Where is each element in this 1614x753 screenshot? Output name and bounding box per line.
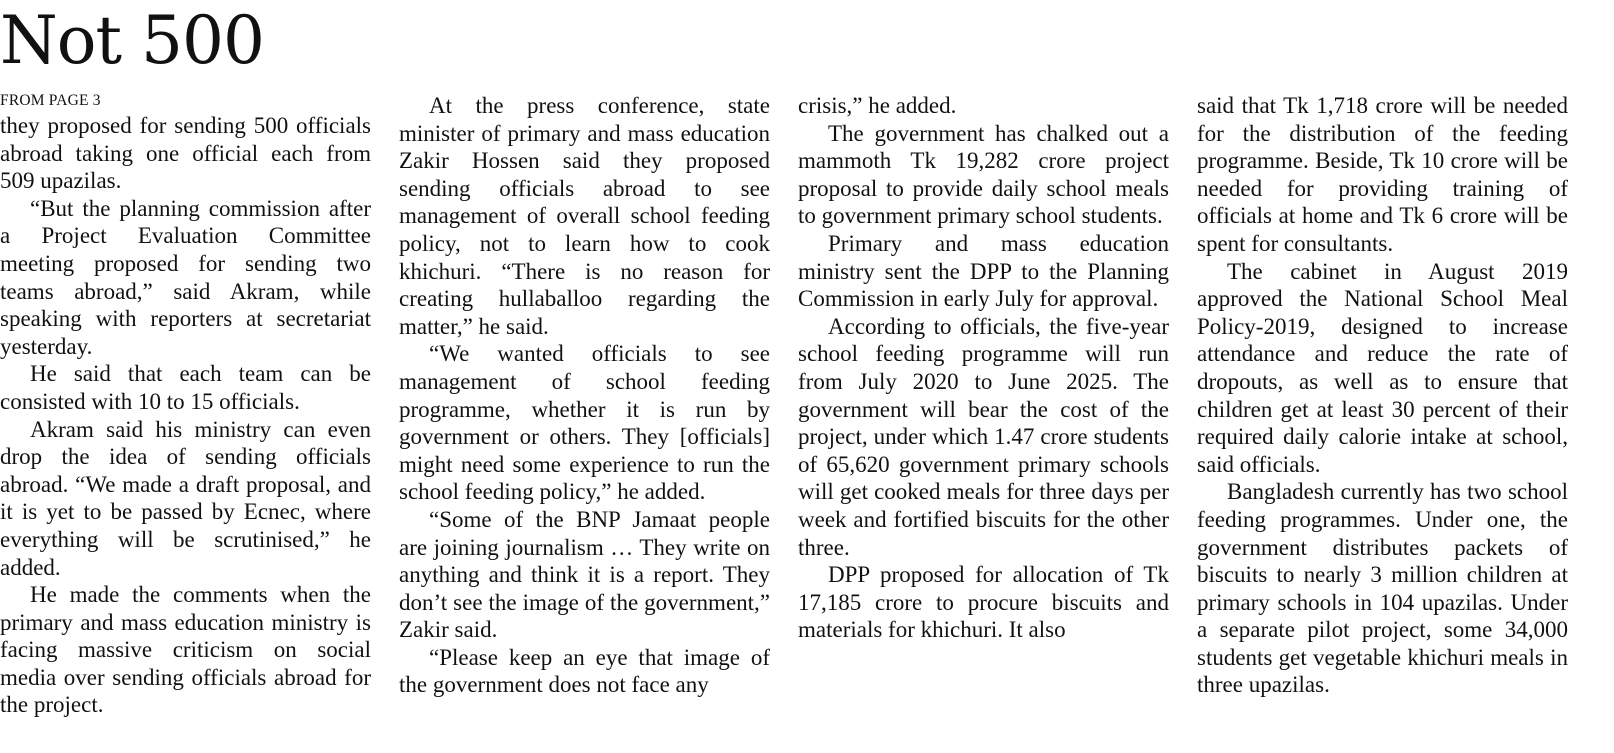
article-paragraph: Bangladesh currently has two school feeding programmes. Under one, the government distributes packets of biscuits to nearly 3 million children at primary schools in 104 upazilas. Under a separate pilot project, some 34,000 students get vegetable khichuri meals in three upazilas. [1197, 479, 1568, 698]
article-paragraph: DPP proposed for allocation of Tk 17,185 crore to procure biscuits and materials for khichuri. It also [798, 562, 1169, 643]
article-paragraph: Primary and mass education ministry sent the DPP to the Planning Commission in early July for approval. [798, 230, 1169, 312]
article-headline: Not 500 [0, 2, 264, 79]
article-paragraph: crisis,” he added. [798, 93, 957, 118]
article-paragraph: “Some of the BNP Jamaat people are joining journalism … They write on anything and think it is a report. They don’t see the image of the government,” Zakir said. [399, 506, 770, 643]
article-column-2 [399, 92, 770, 699]
article-paragraph: they proposed for sending 500 officials abroad taking one official each from 509 upazilas. [0, 113, 371, 194]
article-paragraph: The cabinet in August 2019 approved the National School Meal Policy-2019, designed to increase attendance and reduce the rate of dropouts, as well as to ensure that children get at least 30 percent of their required daily calorie intake at school, said officials. [1197, 258, 1568, 477]
article-paragraph: “We wanted officials to see management of school feeding programme, whether it is run by government or others. They [officials] might need some experience to run the school feeding policy,” he added. [399, 341, 770, 505]
article-paragraph: He made the comments when the primary and mass education ministry is facing massive criticism on social media over sending officials abroad for the project. [0, 582, 371, 718]
article-column-1 [0, 92, 371, 719]
article-paragraph: According to officials, the five-year school feeding programme will run from July 2020 to June 2025. The government will bear the cost of the project, under which 1.47 crore students of 65,620 government primary schools will get cooked meals for three days per week and fortified biscuits for the other three. [798, 313, 1169, 560]
article-column-4 [1197, 92, 1568, 699]
article-column-3 [798, 92, 1169, 644]
article-paragraph: said that Tk 1,718 crore will be needed for the distribution of the feeding programme. Beside, Tk 10 crore will be needed for providing training of officials at home and Tk 6 crore will be spent for consultants. [1197, 93, 1568, 256]
jump-label: FROM PAGE 3 [0, 92, 101, 109]
article-paragraph: The government has chalked out a mammoth Tk 19,282 crore project proposal to provide daily school meals to government primary school students. [798, 120, 1169, 229]
article-paragraph: “Please keep an eye that image of the government does not face any [399, 644, 770, 698]
article-paragraph: Akram said his ministry can even drop the idea of sending officials abroad. “We made a draft proposal, and it is yet to be passed by Ecnec, where everything will be scrutinised,” he added. [0, 416, 371, 580]
article-paragraph: He said that each team can be consisted with 10 to 15 officials. [0, 361, 371, 414]
article-paragraph: At the press conference, state minister of primary and mass education Zakir Hossen said they proposed sending officials abroad to see management of overall school feeding policy, not to learn how to cook khichuri. “There is no reason for creating hullaballoo regarding the matter,” he said. [399, 93, 770, 339]
article-paragraph: “But the planning commission after a Project Evaluation Committee meeting proposed for sending two teams abroad,” said Akram, while speaking with reporters at secretariat yesterday. [0, 195, 371, 359]
